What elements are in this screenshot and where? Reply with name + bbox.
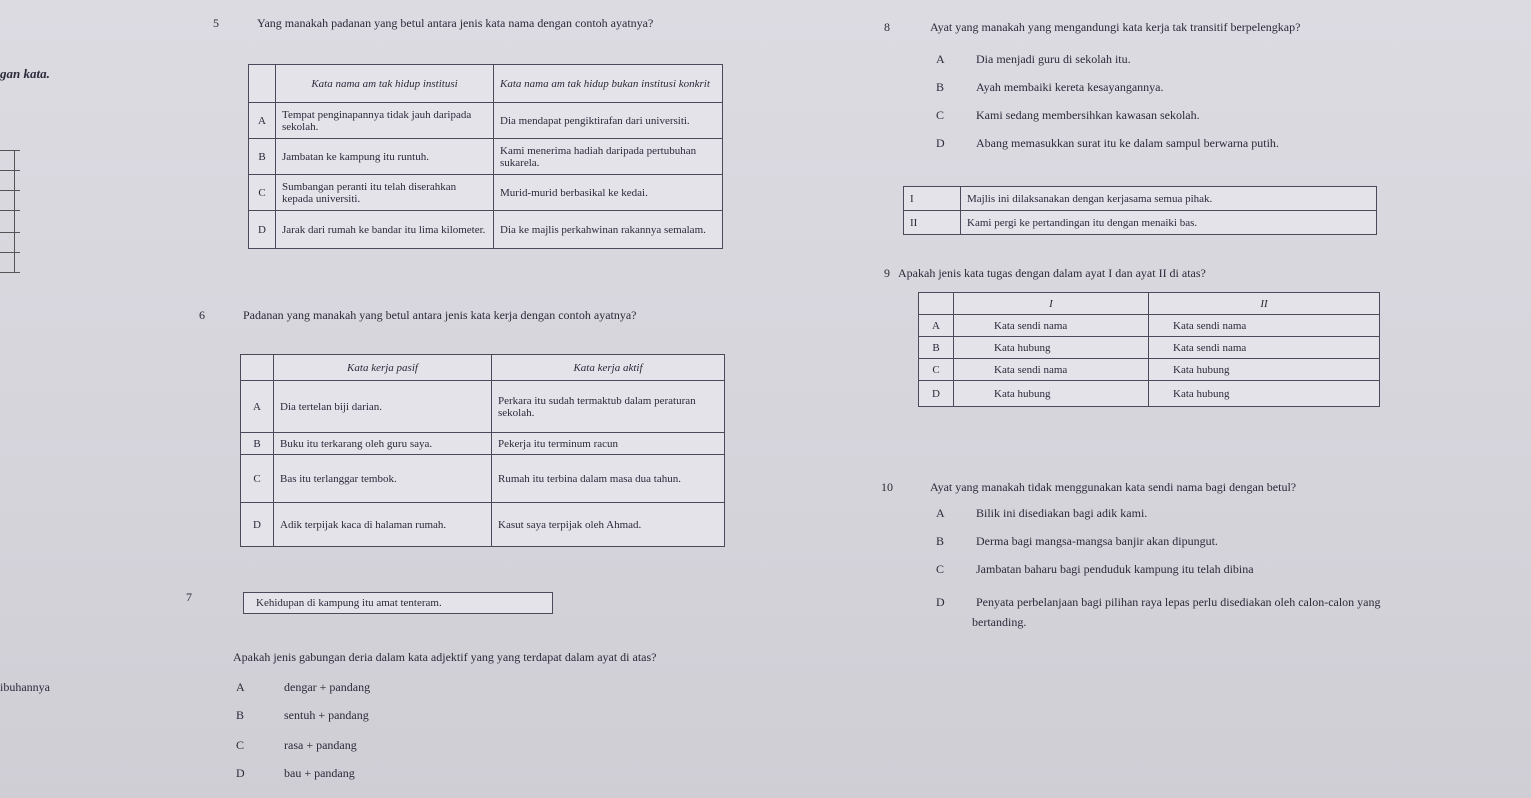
table-cell: Dia ke majlis perkahwinan rakannya semalam. [494,211,723,249]
table-cell: Kata sendi nama [954,359,1149,381]
table-cell: Kata hubung [954,381,1149,407]
option-letter: D [241,503,274,547]
statement-label: I [904,187,961,211]
table-header: Kata nama am tak hidup institusi [276,65,494,103]
statement-text: Majlis ini dilaksanakan dengan kerjasama semua pihak. [961,187,1377,211]
option-letter: D [919,381,954,407]
margin-rule-vertical [14,150,15,272]
option-letter: A [936,506,945,520]
option-text: rasa + pandang [284,738,357,752]
question-7-text: Apakah jenis gabungan deria dalam kata adjektif yang yang terdapat dalam ayat di atas? [233,650,657,664]
table-cell: Sumbangan peranti itu telah diserahkan kepada universiti. [276,175,494,211]
question-7-number: 7 [186,590,192,604]
table-cell: Kata sendi nama [1149,315,1380,337]
question-5-number: 5 [213,16,219,30]
question-7-option-a [236,680,370,695]
statement-text: Kami pergi ke pertandingan itu dengan menaiki bas. [961,211,1377,235]
question-10-option-c [936,562,1254,577]
table-cell: Kata hubung [954,337,1149,359]
table-cell: Murid-murid berbasikal ke kedai. [494,175,723,211]
table-header: Kata kerja pasif [274,355,492,381]
question-8-option-b [936,80,1164,95]
question-9-text [884,266,1206,281]
question-10-option-a [936,506,1147,521]
question-5-text: Yang manakah padanan yang betul antara jenis kata nama dengan contoh ayatnya? [257,16,654,30]
table-header: II [1149,293,1380,315]
table-cell: Rumah itu terbina dalam masa dua tahun. [492,455,725,503]
table-cell: Bas itu terlanggar tembok. [274,455,492,503]
margin-rule [0,150,20,151]
margin-rule [0,272,20,273]
table-header: Kata nama am tak hidup bukan institusi konkrit [494,65,723,103]
table-cell: Jambatan ke kampung itu runtuh. [276,139,494,175]
question-8-number: 8 [884,20,890,34]
option-letter: B [236,708,245,722]
table-cell: Kami menerima hadiah daripada pertubuhan sukarela. [494,139,723,175]
option-letter: D [249,211,276,249]
option-letter: C [936,108,945,122]
question-6-text: Padanan yang manakah yang betul antara jenis kata kerja dengan contoh ayatnya? [243,308,637,322]
question-9-number: 9 [884,266,890,280]
margin-rule [0,170,20,171]
question-10-option-d [936,595,1381,610]
option-text: Derma bagi mangsa-mangsa banjir akan dipungut. [976,534,1218,548]
option-letter: B [249,139,276,175]
question-10-option-b [936,534,1218,549]
table-corner [249,65,276,103]
option-letter: A [249,103,276,139]
question-7-option-c [236,738,357,753]
question-9-table [918,292,1380,407]
question-9-stem: Apakah jenis kata tugas dengan dalam ayat I dan ayat II di atas? [898,266,1206,280]
question-8-text: Ayat yang manakah yang mengandungi kata kerja tak transitif berpelengkap? [930,20,1301,34]
table-cell: Dia tertelan biji darian. [274,381,492,433]
table-cell: Jarak dari rumah ke bandar itu lima kilometer. [276,211,494,249]
option-text: sentuh + pandang [284,708,369,722]
option-letter: B [936,80,945,94]
option-text: Bilik ini disediakan bagi adik kami. [976,506,1148,520]
option-letter: C [241,455,274,503]
question-8-option-d [936,136,1279,151]
table-cell: Buku itu terkarang oleh guru saya. [274,433,492,455]
question-5-table [248,64,723,249]
option-letter: C [249,175,276,211]
option-letter: C [936,562,945,576]
table-header: I [954,293,1149,315]
table-corner [241,355,274,381]
table-cell: Kata hubung [1149,359,1380,381]
margin-rule [0,232,20,233]
question-8-option-c [936,108,1200,123]
option-letter: A [919,315,954,337]
question-6-number: 6 [199,308,205,322]
question-7-option-d [236,766,355,781]
option-text: dengar + pandang [284,680,371,694]
option-text: bau + pandang [284,766,355,780]
table-cell: Kata hubung [1149,381,1380,407]
option-letter: B [936,534,945,548]
question-8-option-a [936,52,1131,67]
question-10-number: 10 [881,480,893,494]
option-letter: C [919,359,954,381]
table-cell: Dia mendapat pengiktirafan dari universiti. [494,103,723,139]
margin-rule [0,190,20,191]
table-cell: Pekerja itu terminum racun [492,433,725,455]
table-corner [919,293,954,315]
question-10-text: Ayat yang manakah tidak menggunakan kata sendi nama bagi dengan betul? [930,480,1297,494]
question-9-statements [903,186,1377,235]
statement-label: II [904,211,961,235]
table-cell: Perkara itu sudah termaktub dalam peraturan sekolah. [492,381,725,433]
table-cell: Adik terpijak kaca di halaman rumah. [274,503,492,547]
option-text: Jambatan baharu bagi penduduk kampung itu telah dibina [976,562,1254,576]
option-letter: A [936,52,945,66]
margin-rule [0,210,20,211]
option-text: Abang memasukkan surat itu ke dalam sampul berwarna putih. [976,136,1279,150]
question-10-option-d-continued: bertanding. [972,615,1027,629]
option-text: Dia menjadi guru di sekolah itu. [976,52,1131,66]
table-cell: Tempat penginapannya tidak jauh daripada sekolah. [276,103,494,139]
question-7-sentence-box: Kehidupan di kampung itu amat tenteram. [243,592,553,614]
option-letter: C [236,738,245,752]
table-cell: Kata sendi nama [1149,337,1380,359]
table-cell: Kata sendi nama [954,315,1149,337]
question-6-table [240,354,725,547]
question-7-option-b [236,708,369,723]
option-letter: D [936,136,945,150]
option-letter: A [236,680,245,694]
option-text: Ayah membaiki kereta kesayangannya. [976,80,1164,94]
table-header: Kata kerja aktif [492,355,725,381]
option-letter: D [936,595,945,609]
margin-fragment-top: gan kata. [0,66,50,81]
option-text: Kami sedang membersihkan kawasan sekolah. [976,108,1200,122]
option-letter: A [241,381,274,433]
option-letter: B [241,433,274,455]
table-cell: Kasut saya terpijak oleh Ahmad. [492,503,725,547]
margin-rule [0,252,20,253]
option-letter: B [919,337,954,359]
option-letter: D [236,766,245,780]
margin-fragment-bottom: ibuhannya [0,680,50,694]
option-text: Penyata perbelanjaan bagi pilihan raya lepas perlu disediakan oleh calon-calon yang [976,595,1381,609]
